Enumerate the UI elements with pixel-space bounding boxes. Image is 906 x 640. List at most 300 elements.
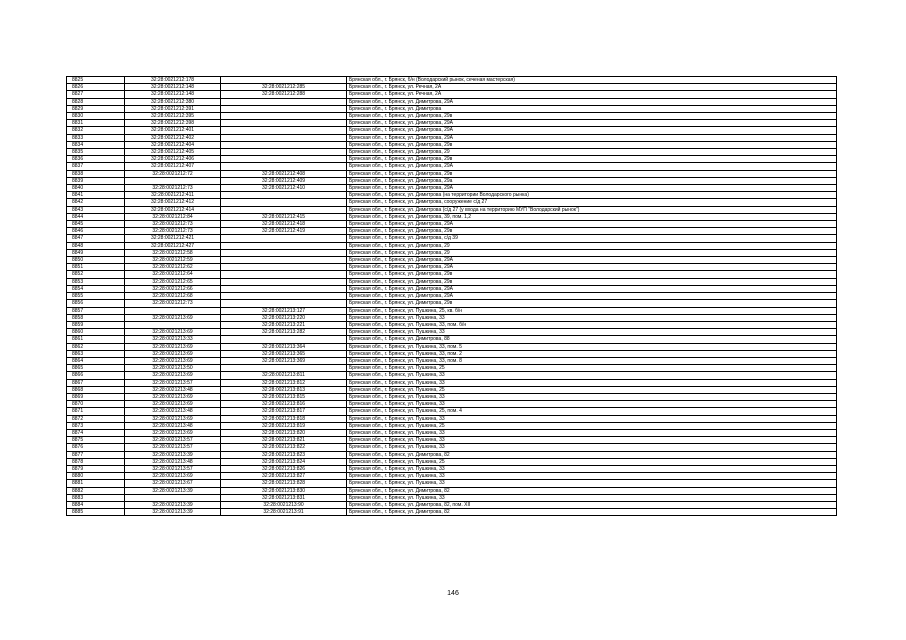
parent-cadastral-cell xyxy=(221,278,347,285)
parent-cadastral-cell: 32:28:0021213:369 xyxy=(221,357,347,364)
table-row xyxy=(67,501,837,508)
parent-cadastral-cell xyxy=(221,365,347,372)
address-cell: Брянская обл., г. Брянск, ул. Пушкина, 25 xyxy=(347,422,837,429)
table-row xyxy=(67,487,837,494)
address-cell: Брянская обл., г. Брянск, ул. Пушкина, 33 xyxy=(347,429,837,436)
parent-cadastral-cell xyxy=(221,149,347,156)
address-cell: Брянская обл., г. Брянск, ул. Пушкина, 25 xyxy=(347,458,837,465)
table-row xyxy=(67,379,837,386)
cadastral-number-cell: 32:28:0021213:39 xyxy=(125,509,221,516)
table-row xyxy=(67,264,837,271)
cadastral-number-cell: 32:28:0021213:39 xyxy=(125,501,221,508)
address-cell: Брянская обл., г. Брянск, ул. Димитрова, 29в xyxy=(347,156,837,163)
parent-cadastral-cell: 32:28:0021213:91 xyxy=(221,509,347,516)
row-number-cell: 8876 xyxy=(67,444,125,451)
table-row xyxy=(67,307,837,314)
cadastral-number-cell: 32:28:0021212:73 xyxy=(125,185,221,192)
parent-cadastral-cell: 32:28:0021212:418 xyxy=(221,221,347,228)
table-row xyxy=(67,451,837,458)
row-number-cell: 8846 xyxy=(67,228,125,235)
table-row xyxy=(67,249,837,256)
address-cell: Брянская обл., г. Брянск, ул. Пушкина, 33 xyxy=(347,465,837,472)
parent-cadastral-cell xyxy=(221,300,347,307)
row-number-cell: 8861 xyxy=(67,336,125,343)
parent-cadastral-cell xyxy=(221,293,347,300)
table-row xyxy=(67,458,837,465)
cadastral-number-cell: 32:28:0021213:69 xyxy=(125,314,221,321)
row-number-cell: 8855 xyxy=(67,293,125,300)
address-cell: Брянская обл., г. Брянск, ул. Димитрова, 29А xyxy=(347,127,837,134)
table-row xyxy=(67,393,837,400)
cadastral-number-cell: 32:28:0021213:33 xyxy=(125,336,221,343)
cadastral-number-cell: 32:28:0021212:391 xyxy=(125,105,221,112)
parent-cadastral-cell: 32:28:0021213:813 xyxy=(221,386,347,393)
parent-cadastral-cell: 32:28:0021212:285 xyxy=(221,84,347,91)
row-number-cell: 8882 xyxy=(67,487,125,494)
page-number: 146 xyxy=(447,590,459,597)
row-number-cell: 8854 xyxy=(67,285,125,292)
cadastral-number-cell xyxy=(125,307,221,314)
address-cell: Брянская обл., г. Брянск, ул. Речная, 2А xyxy=(347,84,837,91)
cadastral-number-cell: 32:28:0021212:395 xyxy=(125,113,221,120)
table-row xyxy=(67,293,837,300)
table-row xyxy=(67,357,837,364)
address-cell: Брянская обл., г. Брянск, ул. Димитрова, 29в xyxy=(347,278,837,285)
cadastral-number-cell: 32:28:0021213:69 xyxy=(125,401,221,408)
table-row xyxy=(67,365,837,372)
parent-cadastral-cell xyxy=(221,199,347,206)
address-cell: Брянская обл., г. Брянск, б/н (Володарский рынок, сеченая мастерская) xyxy=(347,77,837,84)
cadastral-number-cell: 32:28:0021213:57 xyxy=(125,379,221,386)
row-number-cell: 8863 xyxy=(67,350,125,357)
address-cell: Брянская обл., г. Брянск, ул. Димитрова, сооружение c/д 27 xyxy=(347,199,837,206)
cadastral-number-cell: 32:28:0021212:401 xyxy=(125,127,221,134)
table-row xyxy=(67,285,837,292)
row-number-cell: 8848 xyxy=(67,242,125,249)
address-cell: Брянская обл., г. Брянск, ул. Димитрова, с/д 39 xyxy=(347,235,837,242)
address-cell: Брянская обл., г. Брянск, ул. Пушкина, 33 xyxy=(347,480,837,487)
row-number-cell: 8853 xyxy=(67,278,125,285)
row-number-cell: 8841 xyxy=(67,192,125,199)
address-cell: Брянская обл., г. Брянск, ул. Пушкина, 33 xyxy=(347,444,837,451)
cadastral-number-cell: 32:28:0021213:48 xyxy=(125,422,221,429)
table-row xyxy=(67,444,837,451)
table-row xyxy=(67,127,837,134)
parent-cadastral-cell: 32:28:0021213:819 xyxy=(221,422,347,429)
address-cell: Брянская обл., г. Брянск, ул. Димитрова, 82 xyxy=(347,509,837,516)
address-cell: Брянская обл., г. Брянск, ул. Пушкина, 33 xyxy=(347,437,837,444)
cadastral-number-cell: 32:28:0021212:380 xyxy=(125,98,221,105)
table-row xyxy=(67,185,837,192)
parent-cadastral-cell xyxy=(221,105,347,112)
cadastral-number-cell: 32:28:0021212:178 xyxy=(125,77,221,84)
address-cell: Брянская обл., г. Брянск, ул. Димитрова, 29А xyxy=(347,293,837,300)
table-row xyxy=(67,271,837,278)
parent-cadastral-cell: 32:28:0021212:408 xyxy=(221,170,347,177)
table-row xyxy=(67,372,837,379)
address-cell: Брянская обл., г. Брянск, ул. Пушкина, 33 xyxy=(347,393,837,400)
table-row xyxy=(67,77,837,84)
row-number-cell: 8847 xyxy=(67,235,125,242)
parent-cadastral-cell: 32:28:0021213:282 xyxy=(221,329,347,336)
cadastral-number-cell: 32:28:0021213:69 xyxy=(125,429,221,436)
row-number-cell: 8835 xyxy=(67,149,125,156)
row-number-cell: 8843 xyxy=(67,206,125,213)
address-cell: Брянская обл., г. Брянск, ул. Пушкина, 33 xyxy=(347,401,837,408)
row-number-cell: 8834 xyxy=(67,141,125,148)
table-row xyxy=(67,105,837,112)
cadastral-number-cell: 32:28:0021213:69 xyxy=(125,357,221,364)
cadastral-number-cell: 32:28:0021212:405 xyxy=(125,149,221,156)
cadastral-number-cell xyxy=(125,321,221,328)
parent-cadastral-cell xyxy=(221,77,347,84)
cadastral-number-cell: 32:28:0021212:62 xyxy=(125,264,221,271)
row-number-cell: 8881 xyxy=(67,480,125,487)
parent-cadastral-cell xyxy=(221,257,347,264)
cadastral-number-cell: 32:28:0021213:69 xyxy=(125,393,221,400)
row-number-cell: 8877 xyxy=(67,451,125,458)
address-cell: Брянская обл., г. Брянск, ул. Димитрова, 29А xyxy=(347,285,837,292)
cadastral-number-cell: 32:28:0021213:69 xyxy=(125,350,221,357)
table-row xyxy=(67,141,837,148)
address-cell: Брянская обл., г. Брянск, ул. Димитрова (на территории Володарского рынка) xyxy=(347,192,837,199)
table-row xyxy=(67,98,837,105)
row-number-cell: 8836 xyxy=(67,156,125,163)
parent-cadastral-cell: 32:28:0021213:827 xyxy=(221,473,347,480)
cadastral-number-cell: 32:28:0021213:57 xyxy=(125,465,221,472)
address-cell: Брянская обл., г. Брянск, ул. Димитрова, 88 xyxy=(347,336,837,343)
table-row xyxy=(67,120,837,127)
parent-cadastral-cell: 32:28:0021213:823 xyxy=(221,451,347,458)
address-cell: Брянская обл., г. Брянск, ул. Димитрова, 29А xyxy=(347,134,837,141)
parent-cadastral-cell: 32:28:0021212:415 xyxy=(221,213,347,220)
cadastral-number-cell: 32:28:0021213:57 xyxy=(125,437,221,444)
parent-cadastral-cell: 32:28:0021213:822 xyxy=(221,444,347,451)
address-cell: Брянская обл., г. Брянск, ул. Димитрова, 82, пом. XII xyxy=(347,501,837,508)
cadastral-number-cell: 32:28:0021213:69 xyxy=(125,329,221,336)
cadastral-number-cell xyxy=(125,177,221,184)
row-number-cell: 8884 xyxy=(67,501,125,508)
parent-cadastral-cell xyxy=(221,163,347,170)
address-cell: Брянская обл., г. Брянск, ул. Речная, 2А xyxy=(347,91,837,98)
table-row xyxy=(67,163,837,170)
table-row xyxy=(67,343,837,350)
address-cell: Брянская обл., г. Брянск, ул. Димитрова, 29 xyxy=(347,249,837,256)
row-number-cell: 8840 xyxy=(67,185,125,192)
row-number-cell: 8869 xyxy=(67,393,125,400)
cadastral-number-cell: 32:28:0021213:69 xyxy=(125,343,221,350)
cadastral-number-cell: 32:28:0021212:65 xyxy=(125,278,221,285)
parent-cadastral-cell xyxy=(221,336,347,343)
row-number-cell: 8832 xyxy=(67,127,125,134)
table-row xyxy=(67,257,837,264)
table-row xyxy=(67,213,837,220)
row-number-cell: 8856 xyxy=(67,300,125,307)
address-cell: Брянская обл., г. Брянск, ул. Пушкина, 33 xyxy=(347,372,837,379)
cadastral-number-cell: 32:28:0021213:48 xyxy=(125,408,221,415)
cadastral-number-cell: 32:28:0021212:402 xyxy=(125,134,221,141)
row-number-cell: 8880 xyxy=(67,473,125,480)
address-cell: Брянская обл., г. Брянск, ул. Пушкина, 25, кв. б/н xyxy=(347,307,837,314)
address-cell: Брянская обл., г. Брянск, ул. Пушкина, 33 xyxy=(347,314,837,321)
address-cell: Брянская обл., г. Брянск, ул. Димитрова, 29в xyxy=(347,271,837,278)
address-cell: Брянская обл., г. Брянск, ул. Пушкина, 33, пом. 2 xyxy=(347,350,837,357)
cadastral-number-cell: 32:28:0021212:414 xyxy=(125,206,221,213)
row-number-cell: 8866 xyxy=(67,372,125,379)
table-row xyxy=(67,329,837,336)
address-cell: Брянская обл., г. Брянск, ул. Пушкина, 25 xyxy=(347,365,837,372)
parent-cadastral-cell xyxy=(221,113,347,120)
address-cell: Брянская обл., г. Брянск, ул. Димитрова, 29А xyxy=(347,163,837,170)
table-row xyxy=(67,206,837,213)
row-number-cell: 8844 xyxy=(67,213,125,220)
table-row xyxy=(67,422,837,429)
parent-cadastral-cell: 32:28:0021213:828 xyxy=(221,480,347,487)
address-cell: Брянская обл., г. Брянск, ул. Димитрова, 29в xyxy=(347,170,837,177)
table-row xyxy=(67,401,837,408)
table-row xyxy=(67,91,837,98)
cadastral-number-cell: 32:28:0021212:404 xyxy=(125,141,221,148)
row-number-cell: 8867 xyxy=(67,379,125,386)
address-cell: Брянская обл., г. Брянск, ул. Димитрова, 29в xyxy=(347,113,837,120)
row-number-cell: 8885 xyxy=(67,509,125,516)
cadastral-number-cell: 32:28:0021212:73 xyxy=(125,228,221,235)
table-row xyxy=(67,149,837,156)
row-number-cell: 8859 xyxy=(67,321,125,328)
parent-cadastral-cell xyxy=(221,271,347,278)
row-number-cell: 8826 xyxy=(67,84,125,91)
parent-cadastral-cell: 32:28:0021213:365 xyxy=(221,350,347,357)
row-number-cell: 8833 xyxy=(67,134,125,141)
table-row xyxy=(67,465,837,472)
parent-cadastral-cell xyxy=(221,156,347,163)
row-number-cell: 8873 xyxy=(67,422,125,429)
address-cell: Брянская обл., г. Брянск, ул. Пушкина, 33 xyxy=(347,379,837,386)
row-number-cell: 8878 xyxy=(67,458,125,465)
row-number-cell: 8883 xyxy=(67,494,125,501)
cadastral-number-cell: 32:28:0021212:73 xyxy=(125,221,221,228)
cadastral-number-cell: 32:28:0021212:406 xyxy=(125,156,221,163)
registry-table-body xyxy=(67,77,837,516)
cadastral-number-cell: 32:28:0021212:407 xyxy=(125,163,221,170)
parent-cadastral-cell xyxy=(221,249,347,256)
address-cell: Брянская обл., г. Брянск, ул. Пушкина, 25, пом. 4 xyxy=(347,408,837,415)
table-row xyxy=(67,242,837,249)
address-cell: Брянская обл., г. Брянск, ул. Димитрова (с/д 27 (у входа на территорию МУП "Володарский рынок") xyxy=(347,206,837,213)
row-number-cell: 8865 xyxy=(67,365,125,372)
parent-cadastral-cell: 32:28:0021213:831 xyxy=(221,494,347,501)
table-row xyxy=(67,228,837,235)
registry-table xyxy=(66,76,837,516)
table-row xyxy=(67,437,837,444)
cadastral-number-cell: 32:28:0021212:148 xyxy=(125,91,221,98)
cadastral-number-cell: 32:28:0021212:421 xyxy=(125,235,221,242)
row-number-cell: 8829 xyxy=(67,105,125,112)
parent-cadastral-cell xyxy=(221,98,347,105)
cadastral-number-cell: 32:28:0021212:398 xyxy=(125,120,221,127)
parent-cadastral-cell xyxy=(221,206,347,213)
address-cell: Брянская обл., г. Брянск, ул. Пушкина, 33 xyxy=(347,329,837,336)
cadastral-number-cell: 32:28:0021212:148 xyxy=(125,84,221,91)
row-number-cell: 8851 xyxy=(67,264,125,271)
row-number-cell: 8849 xyxy=(67,249,125,256)
table-row xyxy=(67,350,837,357)
cadastral-number-cell: 32:28:0021212:411 xyxy=(125,192,221,199)
parent-cadastral-cell: 32:28:0021213:821 xyxy=(221,437,347,444)
address-cell: Брянская обл., г. Брянск, ул. Димитрова, 29 xyxy=(347,242,837,249)
parent-cadastral-cell: 32:28:0021212:419 xyxy=(221,228,347,235)
table-row xyxy=(67,473,837,480)
parent-cadastral-cell xyxy=(221,127,347,134)
table-row xyxy=(67,415,837,422)
cadastral-number-cell: 32:28:0021213:48 xyxy=(125,458,221,465)
table-row xyxy=(67,177,837,184)
parent-cadastral-cell xyxy=(221,242,347,249)
table-row xyxy=(67,221,837,228)
row-number-cell: 8858 xyxy=(67,314,125,321)
row-number-cell: 8827 xyxy=(67,91,125,98)
parent-cadastral-cell: 32:28:0021213:221 xyxy=(221,321,347,328)
row-number-cell: 8845 xyxy=(67,221,125,228)
parent-cadastral-cell xyxy=(221,141,347,148)
address-cell: Брянская обл., г. Брянск, ул. Пушкина, 25 xyxy=(347,386,837,393)
cadastral-number-cell xyxy=(125,494,221,501)
table-row xyxy=(67,314,837,321)
table-row xyxy=(67,113,837,120)
address-cell: Брянская обл., г. Брянск, ул. Димитрова, 29А xyxy=(347,264,837,271)
table-row xyxy=(67,386,837,393)
parent-cadastral-cell: 32:28:0021213:817 xyxy=(221,408,347,415)
parent-cadastral-cell xyxy=(221,192,347,199)
parent-cadastral-cell: 32:28:0021213:811 xyxy=(221,372,347,379)
parent-cadastral-cell: 32:28:0021213:90 xyxy=(221,501,347,508)
address-cell: Брянская обл., г. Брянск, ул. Димитрова, 29в xyxy=(347,228,837,235)
cadastral-number-cell: 32:28:0021212:64 xyxy=(125,271,221,278)
cadastral-number-cell: 32:28:0021213:67 xyxy=(125,480,221,487)
parent-cadastral-cell: 32:28:0021213:830 xyxy=(221,487,347,494)
row-number-cell: 8838 xyxy=(67,170,125,177)
cadastral-number-cell: 32:28:0021213:57 xyxy=(125,444,221,451)
address-cell: Брянская обл., г. Брянск, ул. Димитрова, 29А xyxy=(347,257,837,264)
parent-cadastral-cell: 32:28:0021213:820 xyxy=(221,429,347,436)
table-row xyxy=(67,170,837,177)
cadastral-number-cell: 32:28:0021212:59 xyxy=(125,257,221,264)
row-number-cell: 8872 xyxy=(67,415,125,422)
address-cell: Брянская обл., г. Брянск, ул. Пушкина, 33, пом. б/н xyxy=(347,321,837,328)
table-row xyxy=(67,408,837,415)
row-number-cell: 8860 xyxy=(67,329,125,336)
cadastral-number-cell: 32:28:0021213:69 xyxy=(125,415,221,422)
row-number-cell: 8874 xyxy=(67,429,125,436)
parent-cadastral-cell: 32:28:0021213:826 xyxy=(221,465,347,472)
row-number-cell: 8862 xyxy=(67,343,125,350)
address-cell: Брянская обл., г. Брянск, ул. Пушкина, 33, пом. 8 xyxy=(347,357,837,364)
row-number-cell: 8852 xyxy=(67,271,125,278)
parent-cadastral-cell: 32:28:0021212:409 xyxy=(221,177,347,184)
parent-cadastral-cell: 32:28:0021213:818 xyxy=(221,415,347,422)
address-cell: Брянская обл., г. Брянск, ул. Пушкина, 33 xyxy=(347,473,837,480)
parent-cadastral-cell xyxy=(221,120,347,127)
parent-cadastral-cell: 32:28:0021213:812 xyxy=(221,379,347,386)
address-cell: Брянская обл., г. Брянск, ул. Димитрова, 29А xyxy=(347,221,837,228)
address-cell: Брянская обл., г. Брянск, ул. Димитрова, 82 xyxy=(347,487,837,494)
table-row xyxy=(67,156,837,163)
parent-cadastral-cell: 32:28:0021213:127 xyxy=(221,307,347,314)
row-number-cell: 8857 xyxy=(67,307,125,314)
cadastral-number-cell: 32:28:0021213:39 xyxy=(125,487,221,494)
parent-cadastral-cell xyxy=(221,285,347,292)
table-row xyxy=(67,278,837,285)
parent-cadastral-cell: 32:28:0021213:220 xyxy=(221,314,347,321)
cadastral-number-cell: 32:28:0021212:72 xyxy=(125,170,221,177)
address-cell: Брянская обл., г. Брянск, ул. Димитрова, 29А xyxy=(347,185,837,192)
cadastral-number-cell: 32:28:0021212:68 xyxy=(125,293,221,300)
row-number-cell: 8875 xyxy=(67,437,125,444)
parent-cadastral-cell: 32:28:0021213:816 xyxy=(221,401,347,408)
table-row xyxy=(67,336,837,343)
parent-cadastral-cell xyxy=(221,264,347,271)
parent-cadastral-cell xyxy=(221,134,347,141)
parent-cadastral-cell: 32:28:0021213:824 xyxy=(221,458,347,465)
cadastral-number-cell: 32:28:0021212:66 xyxy=(125,285,221,292)
row-number-cell: 8837 xyxy=(67,163,125,170)
row-number-cell: 8870 xyxy=(67,401,125,408)
table-row xyxy=(67,192,837,199)
address-cell: Брянская обл., г. Брянск, ул. Димитрова, 29в xyxy=(347,300,837,307)
address-cell: Брянская обл., г. Брянск, ул. Пушкина, 33 xyxy=(347,494,837,501)
table-row xyxy=(67,134,837,141)
address-cell: Брянская обл., г. Брянск, ул. Димитрова, 29А xyxy=(347,98,837,105)
row-number-cell: 8864 xyxy=(67,357,125,364)
table-row xyxy=(67,509,837,516)
row-number-cell: 8831 xyxy=(67,120,125,127)
address-cell: Брянская обл., г. Брянск, ул. Димитрова, 29в xyxy=(347,141,837,148)
row-number-cell: 8828 xyxy=(67,98,125,105)
address-cell: Брянская обл., г. Брянск, ул. Димитрова, 29 xyxy=(347,149,837,156)
table-row xyxy=(67,429,837,436)
cadastral-number-cell: 32:28:0021212:412 xyxy=(125,199,221,206)
row-number-cell: 8839 xyxy=(67,177,125,184)
table-row xyxy=(67,235,837,242)
address-cell: Брянская обл., г. Брянск, ул. Димитрова, 29а xyxy=(347,177,837,184)
table-row xyxy=(67,199,837,206)
cadastral-number-cell: 32:28:0021213:69 xyxy=(125,473,221,480)
parent-cadastral-cell: 32:28:0021212:410 xyxy=(221,185,347,192)
address-cell: Брянская обл., г. Брянск, ул. Димитрова, 39, пом. 1,2 xyxy=(347,213,837,220)
table-row xyxy=(67,480,837,487)
row-number-cell: 8825 xyxy=(67,77,125,84)
table-row xyxy=(67,494,837,501)
address-cell: Брянская обл., г. Брянск, ул. Пушкина, 33, пом. 5 xyxy=(347,343,837,350)
table-row xyxy=(67,300,837,307)
parent-cadastral-cell: 32:28:0021212:288 xyxy=(221,91,347,98)
cadastral-number-cell: 32:28:0021213:39 xyxy=(125,451,221,458)
table-row xyxy=(67,84,837,91)
row-number-cell: 8850 xyxy=(67,257,125,264)
parent-cadastral-cell xyxy=(221,235,347,242)
parent-cadastral-cell: 32:28:0021213:364 xyxy=(221,343,347,350)
cadastral-number-cell: 32:28:0021212:73 xyxy=(125,300,221,307)
table-row xyxy=(67,321,837,328)
cadastral-number-cell: 32:28:0021213:50 xyxy=(125,365,221,372)
parent-cadastral-cell: 32:28:0021213:815 xyxy=(221,393,347,400)
cadastral-number-cell: 32:28:0021212:84 xyxy=(125,213,221,220)
row-number-cell: 8879 xyxy=(67,465,125,472)
row-number-cell: 8842 xyxy=(67,199,125,206)
address-cell: Брянская обл., г. Брянск, ул. Димитрова, 82 xyxy=(347,451,837,458)
address-cell: Брянская обл., г. Брянск, ул. Димитрова, 29А xyxy=(347,120,837,127)
cadastral-number-cell: 32:28:0021213:48 xyxy=(125,386,221,393)
